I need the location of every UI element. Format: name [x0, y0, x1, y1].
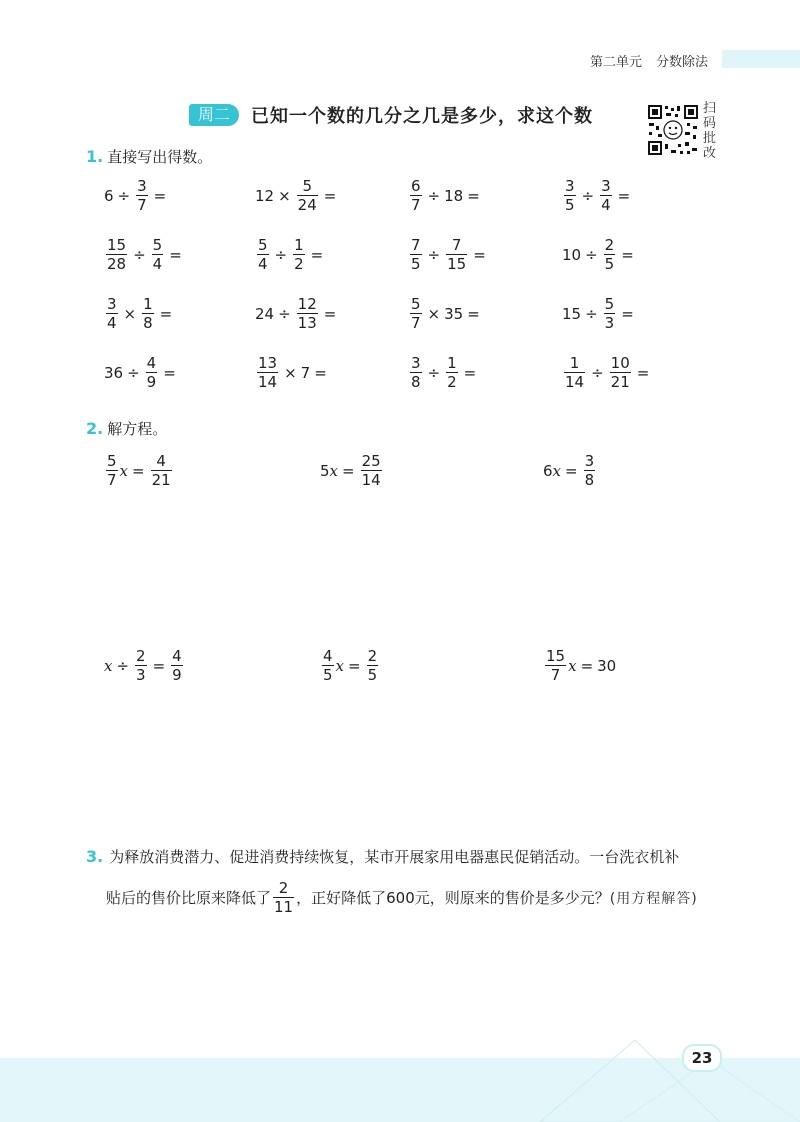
calc-problem: 24 ÷ $\frac{12}{13}$ = — [255, 295, 337, 332]
calc-problem: 12 × $\frac{5}{24}$ = — [255, 177, 337, 214]
calc-problem: 6 ÷ $\frac{3}{7}$ = — [104, 177, 167, 214]
equation: $\frac{15}{7}$ x = 30 — [546, 647, 617, 684]
fraction: $\frac{5}{7}$ — [107, 452, 117, 489]
fraction: $\frac{4}{9}$ — [146, 354, 157, 391]
calc-problem: 10 ÷ $\frac{2}{5}$ = — [562, 236, 634, 273]
header-band — [722, 50, 800, 68]
fraction: $\frac{3}{5}$ — [565, 177, 575, 214]
fraction: $\frac{6}{7}$ — [411, 177, 421, 214]
problem-3-line-2: 贴后的售价比原来降低了 $\frac{2}{11}$ ，正好降低了600元，则原来的售价是多少元？ (用方程解答) — [106, 879, 698, 916]
equation: $\frac{4}{5}$ x = $\frac{2}{5}$ — [323, 647, 378, 684]
page-number: 23 — [682, 1044, 722, 1072]
calc-problem: $\frac{13}{14}$ × 7 = — [258, 354, 327, 391]
calc-problem: 15 ÷ $\frac{5}{3}$ = — [562, 295, 634, 332]
fraction: $\frac{15}{28}$ — [107, 236, 127, 273]
calc-problem: $\frac{5}{4}$ ÷ $\frac{1}{2}$ = — [258, 236, 324, 273]
fraction: $\frac{13}{14}$ — [258, 354, 278, 391]
problem-3-line-1: 3. 为释放消费潜力、促进消费持续恢复，某市开展家用电器惠民促销活动。一台洗衣机补 — [86, 847, 680, 866]
calc-problem: $\frac{7}{5}$ ÷ $\frac{7}{15}$ = — [411, 236, 486, 273]
fraction: $\frac{3}{4}$ — [601, 177, 611, 214]
fraction: $\frac{25}{14}$ — [361, 452, 381, 489]
fraction: $\frac{1}{2}$ — [447, 354, 457, 391]
fraction: $\frac{10}{21}$ — [610, 354, 630, 391]
calc-problem: $\frac{3}{8}$ ÷ $\frac{1}{2}$ = — [411, 354, 477, 391]
fraction: $\frac{4}{5}$ — [323, 647, 333, 684]
scan-label: 扫 码 批 改 — [703, 101, 717, 161]
fraction: $\frac{3}{4}$ — [107, 295, 117, 332]
fraction: $\frac{12}{13}$ — [297, 295, 317, 332]
footer-decoration — [540, 1020, 800, 1122]
fraction: $\frac{4}{21}$ — [151, 452, 171, 489]
fraction: $\frac{4}{9}$ — [172, 647, 182, 684]
fraction: $\frac{2}{3}$ — [136, 647, 146, 684]
fraction: $\frac{1}{14}$ — [565, 354, 585, 391]
fraction: $\frac{15}{7}$ — [546, 647, 566, 684]
calc-problem: $\frac{3}{5}$ ÷ $\frac{3}{4}$ = — [565, 177, 631, 214]
fraction: $\frac{5}{3}$ — [604, 295, 615, 332]
calc-problem: $\frac{15}{28}$ ÷ $\frac{5}{4}$ = — [107, 236, 182, 273]
qr-code-icon[interactable] — [647, 104, 699, 156]
calc-problem: $\frac{3}{4}$ × $\frac{1}{8}$ = — [107, 295, 173, 332]
equation: 5 x = $\frac{25}{14}$ — [320, 452, 381, 489]
fraction: $\frac{7}{15}$ — [447, 236, 467, 273]
equation: x ÷ $\frac{2}{3}$ = $\frac{4}{9}$ — [104, 647, 182, 684]
equation: 6 x = $\frac{3}{8}$ — [543, 452, 595, 489]
calc-problem: $\frac{1}{14}$ ÷ $\frac{10}{21}$ = — [565, 354, 650, 391]
header-unit: 第二单元 分数除法 — [590, 55, 709, 70]
page-title: 已知一个数的几分之几是多少，求这个数 — [251, 106, 593, 127]
section-1-heading: 1. 直接写出得数。 — [86, 147, 213, 166]
fraction: $\frac{5}{4}$ — [152, 236, 163, 273]
fraction: $\frac{1}{8}$ — [143, 295, 153, 332]
fraction: $\frac{3}{8}$ — [584, 452, 595, 489]
fraction: $\frac{3}{7}$ — [137, 177, 147, 214]
day-tag: 周二 — [189, 104, 239, 126]
fraction: $\frac{5}{24}$ — [297, 177, 317, 214]
fraction: $\frac{7}{5}$ — [411, 236, 421, 273]
section-2-heading: 2. 解方程。 — [86, 419, 168, 438]
calc-problem: $\frac{6}{7}$ ÷ 18 = — [411, 177, 480, 214]
equation: $\frac{5}{7}$ x = $\frac{4}{21}$ — [107, 452, 171, 489]
fraction: $\frac{5}{4}$ — [258, 236, 268, 273]
fraction: $\frac{2}{5}$ — [367, 647, 378, 684]
fraction: $\frac{5}{7}$ — [411, 295, 421, 332]
fraction: $\frac{2}{5}$ — [604, 236, 615, 273]
fraction: $\frac{2}{11}$ — [274, 879, 294, 916]
calc-problem: $\frac{5}{7}$ × 35 = — [411, 295, 480, 332]
fraction: $\frac{3}{8}$ — [411, 354, 421, 391]
fraction: $\frac{1}{2}$ — [294, 236, 304, 273]
calc-problem: 36 ÷ $\frac{4}{9}$ = — [104, 354, 176, 391]
